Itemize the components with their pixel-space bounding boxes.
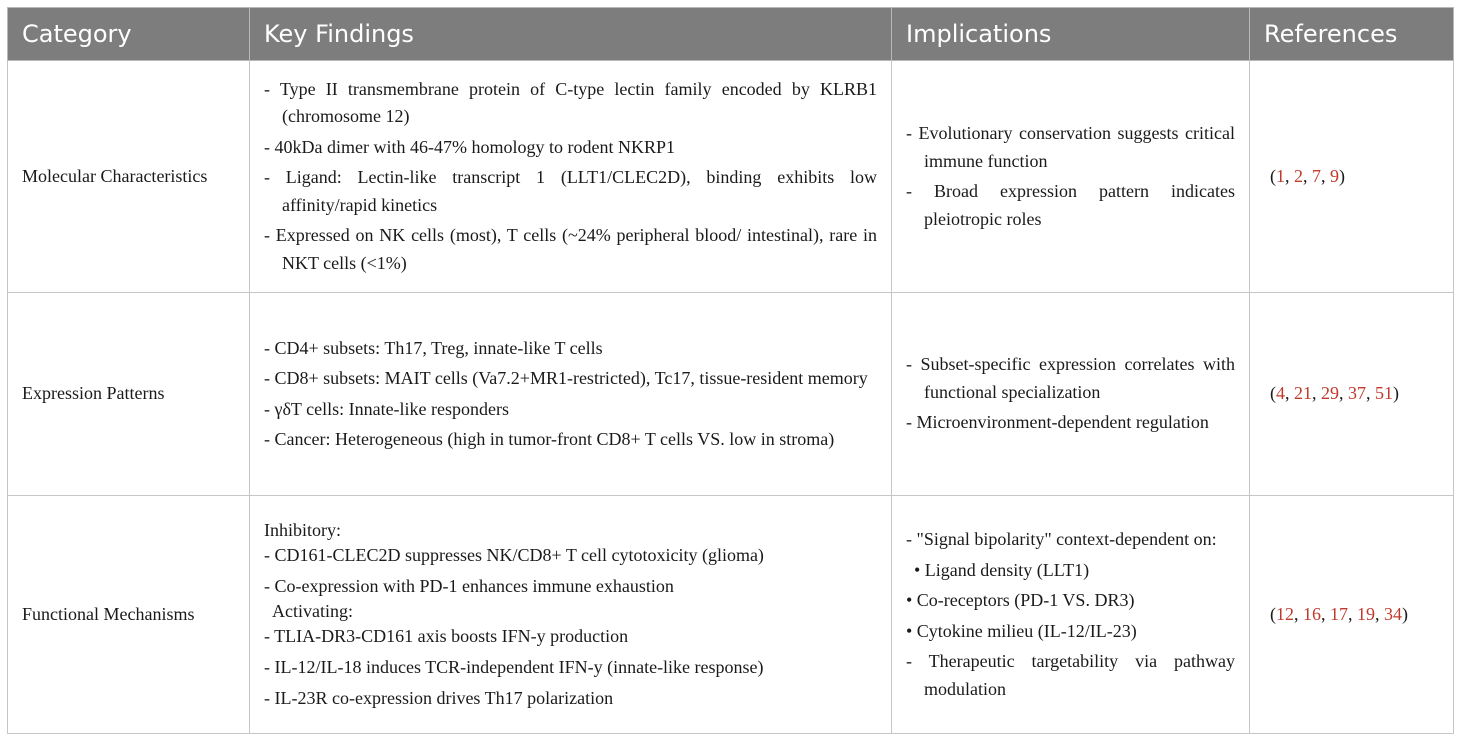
finding-item: - CD4+ subsets: Th17, Treg, innate-like T cells	[264, 337, 603, 358]
finding-item: - Ligand: Lectin-like transcript 1 (LLT1/CLEC2D), binding exhibits low affinity/rapid kinetics	[264, 167, 877, 215]
header-category: Category	[8, 8, 250, 61]
reference-link[interactable]: 2	[1294, 165, 1303, 186]
table-row	[8, 496, 1454, 734]
table-row	[8, 61, 1454, 293]
references-cell: (4, 21, 29, 37, 51)	[1250, 293, 1454, 496]
implication-item: - Evolutionary conservation suggests critical immune function	[906, 123, 1235, 171]
findings-table	[7, 7, 1454, 734]
header-key-findings: Key Findings	[250, 8, 892, 61]
implication-item: - "Signal bipolarity" context-dependent on:	[906, 529, 1217, 549]
finding-item: - Expressed on NK cells (most), T cells (~24% peripheral blood/ intestinal), rare in NKT cells (<1%)	[264, 225, 877, 273]
finding-item: - CD8+ subsets: MAIT cells (Va7.2+MR1-restricted), Tc17, tissue-resident memory	[264, 368, 868, 388]
findings-cell	[250, 496, 892, 734]
finding-item: - IL-12/IL-18 induces TCR-independent IFN-y (innate-like response)	[264, 657, 764, 677]
implications-cell	[892, 496, 1250, 734]
finding-item: - γδT cells: Innate-like responders	[264, 398, 510, 419]
references-cell: (12, 16, 17, 19, 34)	[1250, 496, 1454, 734]
findings-cell	[250, 293, 892, 496]
reference-link[interactable]: 34	[1384, 603, 1402, 624]
finding-heading: Activating:	[272, 601, 353, 621]
finding-item: - TLIA-DR3-CD161 axis boosts IFN-y production	[264, 626, 629, 646]
header-references: References	[1250, 8, 1454, 61]
reference-link[interactable]: 21	[1294, 383, 1312, 404]
references-cell: (1, 2, 7, 9)	[1250, 61, 1454, 293]
reference-link[interactable]: 4	[1276, 383, 1285, 404]
category-cell: Expression Patterns	[8, 293, 250, 496]
implications-cell	[892, 61, 1250, 293]
header-implications: Implications	[892, 8, 1250, 61]
finding-item: - Cancer: Heterogeneous (high in tumor-front CD8+ T cells VS. low in stroma)	[264, 429, 835, 449]
implication-item: - Therapeutic targetability via pathway modulation	[906, 651, 1235, 699]
reference-link[interactable]: 12	[1276, 603, 1294, 624]
implication-bullet: • Cytokine milieu (IL-12/IL-23)	[906, 620, 1137, 641]
reference-link[interactable]: 1	[1276, 165, 1285, 186]
table-row	[8, 293, 1454, 496]
reference-link[interactable]: 29	[1321, 383, 1339, 404]
finding-item: - Co-expression with PD-1 enhances immune exhaustion	[264, 576, 674, 596]
finding-heading: Inhibitory:	[264, 520, 341, 540]
finding-item: - Type II transmembrane protein of C-type lectin family encoded by KLRB1 (chromosome 12)	[264, 78, 877, 127]
implication-item: - Microenvironment-dependent regulation	[906, 412, 1209, 433]
category-cell: Molecular Characteristics	[8, 61, 250, 293]
findings-cell	[250, 61, 892, 293]
implication-item: - Broad expression pattern indicates pleiotropic roles	[906, 181, 1235, 229]
finding-item: - CD161-CLEC2D suppresses NK/CD8+ T cell cytotoxicity (glioma)	[264, 545, 764, 565]
reference-link[interactable]: 37	[1348, 383, 1366, 404]
finding-item: - 40kDa dimer with 46-47% homology to rodent NKRP1	[264, 136, 675, 157]
implication-bullet: • Ligand density (LLT1)	[914, 559, 1090, 580]
implications-cell	[892, 293, 1250, 496]
header-row	[8, 8, 1454, 61]
implication-item: - Subset-specific expression correlates with functional specialization	[906, 354, 1235, 402]
category-cell: Functional Mechanisms	[8, 496, 250, 734]
reference-link[interactable]: 16	[1303, 603, 1321, 624]
reference-link[interactable]: 7	[1312, 165, 1321, 186]
implication-bullet: • Co-receptors (PD-1 VS. DR3)	[906, 590, 1135, 610]
finding-item: - IL-23R co-expression drives Th17 polarization	[264, 688, 614, 708]
reference-link[interactable]: 9	[1330, 165, 1339, 186]
reference-link[interactable]: 51	[1375, 383, 1393, 404]
reference-link[interactable]: 17	[1330, 603, 1348, 624]
reference-link[interactable]: 19	[1357, 603, 1375, 624]
